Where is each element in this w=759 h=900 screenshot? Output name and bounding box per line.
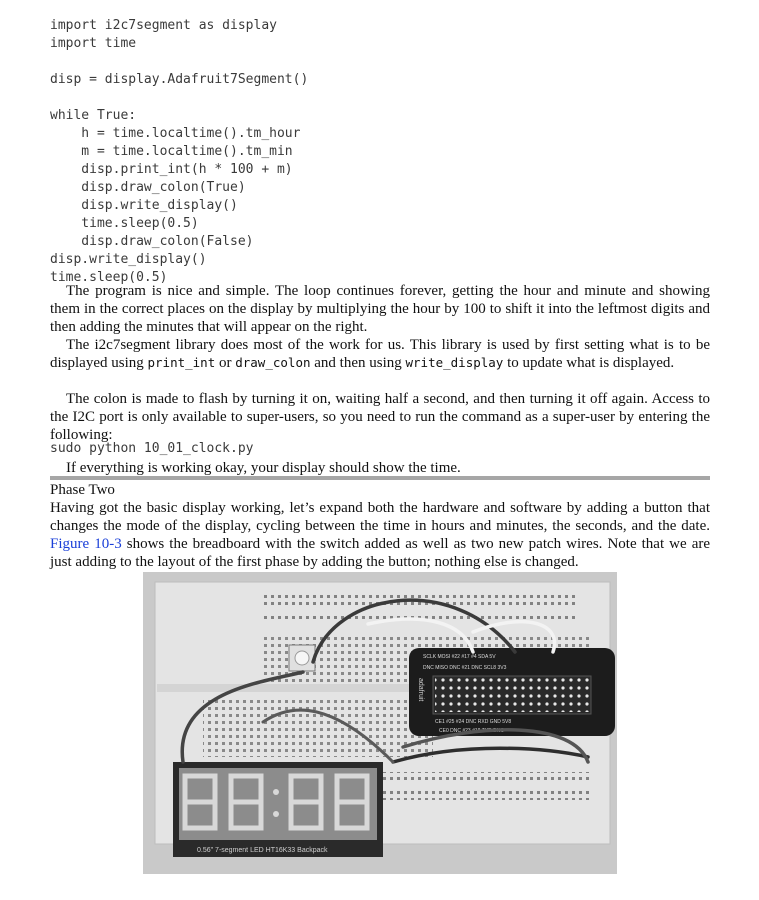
inline-code-write-display: write_display (405, 355, 504, 370)
section-divider (50, 476, 710, 480)
code-line: import i2c7segment as display (50, 18, 277, 33)
code-line: disp.draw_colon(True) (50, 180, 246, 195)
colon-dot-bottom (273, 811, 279, 817)
code-listing (50, 17, 308, 287)
colon-dot-top (273, 789, 279, 795)
section-heading: Phase Two (50, 482, 115, 498)
code-line: time.sleep(0.5) (50, 270, 168, 285)
command-line: sudo python 10_01_clock.py (50, 441, 254, 456)
gpio-top-labels-2: DNC MISO DNC #21 DNC SCL8 3V3 (423, 665, 507, 671)
section-body-text-b: shows the breadboard with the switch added as well as two new patch wires. Note that we are just adding to the layout of the first phase by adding the button; nothing else is changed. (50, 536, 710, 570)
code-line: import time (50, 36, 137, 51)
code-line: time.sleep(0.5) (50, 216, 199, 231)
breadboard-photo (143, 572, 617, 874)
push-button-cap (295, 651, 309, 665)
paragraph-1-text: The program is nice and simple. The loop continues forever, getting the hour and minute and showing them in the correct places on the display by multiplying the hour by 100 to shift it into the leftmost digits and then adding the minutes that will appear on the right. (50, 283, 710, 335)
p2-text-b: or (218, 355, 232, 371)
gpio-header-pins (435, 678, 589, 712)
p2-text-a: The i2c7segment library does most of the work for us. This library is used by first setting what is to be displayed using (50, 337, 710, 371)
inline-code-draw-colon: draw_colon (235, 355, 311, 370)
code-line: disp = display.Adafruit7Segment() (50, 72, 309, 87)
p2-text-d: to update what is displayed. (507, 355, 675, 371)
section-body (50, 499, 710, 571)
gpio-top-labels: SCLK MOSI #22 #17 #4 SDA 5V (423, 654, 496, 660)
code-line: disp.print_int(h * 100 + m) (50, 162, 293, 177)
paragraph-3 (50, 390, 710, 444)
section-body-text-a: Having got the basic display working, let’s expand both the hardware and software by adding a button that changes the mode of the display, cycling between the time in hours and minutes, the seconds, and the date. (50, 500, 710, 534)
terminal-grid-lower (203, 697, 433, 757)
power-rail-bottom-2 (383, 790, 593, 800)
gpio-bottom-labels-2: CE0 DNC #23 #18 TXD DNC (439, 728, 504, 734)
inline-code-print-int: print_int (147, 355, 216, 370)
code-line: disp.write_display() (50, 252, 207, 267)
code-line: disp.draw_colon(False) (50, 234, 254, 249)
code-line: m = time.localtime().tm_min (50, 144, 293, 159)
p2-text-c: and then using (314, 355, 402, 371)
paragraph-4 (50, 459, 710, 477)
display-label: 0.56" 7-segment LED HT16K33 Backpack (197, 847, 328, 854)
code-line: h = time.localtime().tm_hour (50, 126, 301, 141)
paragraph-4-text: If everything is working okay, your display should show the time. (66, 460, 461, 476)
board-brand: adafruit (417, 678, 424, 702)
gpio-bottom-labels: CE1 #25 #24 DNC RXD GND 5V8 (435, 719, 512, 725)
code-line: disp.write_display() (50, 198, 238, 213)
power-rail-bottom (383, 772, 593, 784)
paragraph-2 (50, 336, 710, 372)
paragraph-1 (50, 282, 710, 336)
code-line: while True: (50, 108, 137, 123)
paragraph-3-text: The colon is made to flash by turning it on, waiting half a second, and then turning it off again. Access to the I2C port is only available to super-users, so you need to run the command as a super-user by entering the following: (50, 391, 710, 443)
figure-10-3-link[interactable]: Figure 10-3 (50, 536, 122, 552)
